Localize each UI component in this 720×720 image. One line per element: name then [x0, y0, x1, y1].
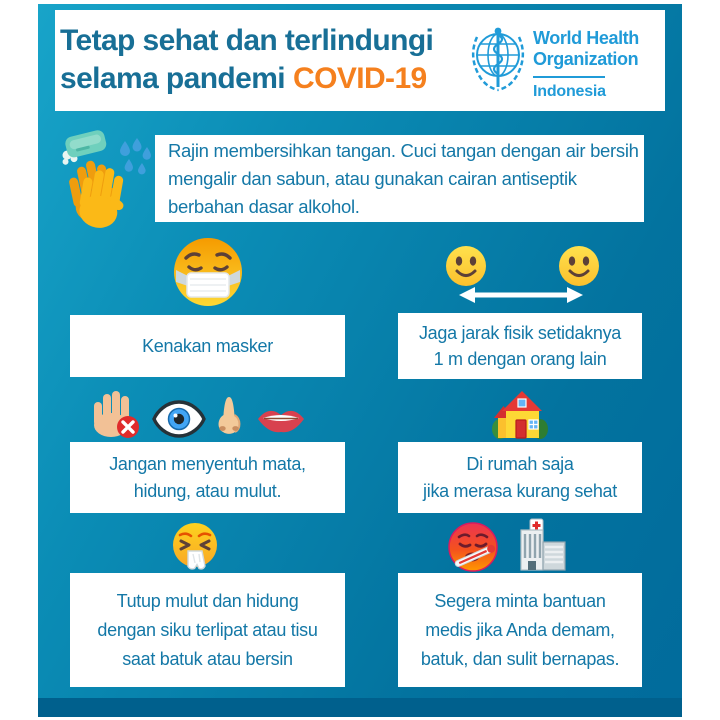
tip-card-distance [398, 313, 642, 379]
covid-19-highlight: COVID-19 [293, 62, 427, 95]
who-name-line2: Organization [533, 49, 639, 69]
tip-card-cover-cough [70, 573, 345, 687]
title-line1: Tetap sehat dan terlindungi [60, 24, 434, 57]
hospital-icon [515, 518, 567, 572]
tip-text-line: Kenakan masker [142, 335, 273, 356]
tip-text-line: mengalir dan sabun, atau gunakan cairan antiseptik [168, 167, 577, 189]
tip-text-line: Jaga jarak fisik setidaknya [418, 323, 621, 343]
tip-text-line: Jangan menyentuh mata, [109, 453, 306, 474]
tip-text-line: berbahan dasar alkohol. [168, 195, 360, 217]
tip-text-line: Tutup mulut dan hidung [116, 590, 299, 611]
tip-text-line: dengan siku terlipat atau tisu [97, 619, 318, 640]
tip-card-seek-help [398, 573, 642, 687]
tip-card-mask [70, 315, 345, 377]
tip-text-line: Di rumah saja [466, 453, 574, 474]
smiley-face-icon [558, 245, 600, 287]
tip-text-line: Segera minta bantuan [434, 590, 606, 611]
mouth-icon [256, 404, 306, 436]
house-icon [492, 387, 548, 443]
tip-text-line: saat batuk atau bersin [122, 648, 293, 669]
tip-text-line: hidung, atau mulut. [133, 480, 282, 501]
smiley-face-icon [445, 245, 487, 287]
tip-card-handwash [155, 135, 644, 222]
distance-arrow-icon [459, 286, 583, 304]
who-emblem-icon [467, 23, 529, 103]
sneezing-face-icon [170, 521, 220, 573]
nose-icon [212, 394, 246, 438]
page-title [60, 22, 433, 98]
title-line2: selama pandemi COVID-19 [60, 62, 427, 95]
tip-card-stay-home [398, 442, 642, 513]
tip-text-line: 1 m dengan orang lain [433, 349, 607, 369]
tip-text-line: Rajin membersihkan tangan. Cuci tangan dengan air bersih [168, 139, 639, 161]
tip-card-no-touch [70, 442, 345, 513]
tip-text-line: batuk, dan sulit bernapas. [420, 648, 620, 669]
who-wordmark [533, 28, 665, 101]
handwashing-hands-icon [57, 129, 153, 229]
who-region-label: Indonesia [533, 83, 606, 100]
who-name-line1: World Health [533, 28, 639, 48]
who-divider [533, 76, 605, 78]
masked-face-icon [170, 234, 246, 310]
tip-text-line: medis jika Anda demam, [425, 619, 615, 640]
hand-stop-icon [92, 389, 142, 439]
face-with-thermometer-icon [446, 519, 502, 575]
tip-text-line: jika merasa kurang sehat [423, 480, 617, 501]
header-card [55, 10, 665, 111]
footer-band [38, 698, 682, 717]
eye-icon [152, 399, 206, 439]
